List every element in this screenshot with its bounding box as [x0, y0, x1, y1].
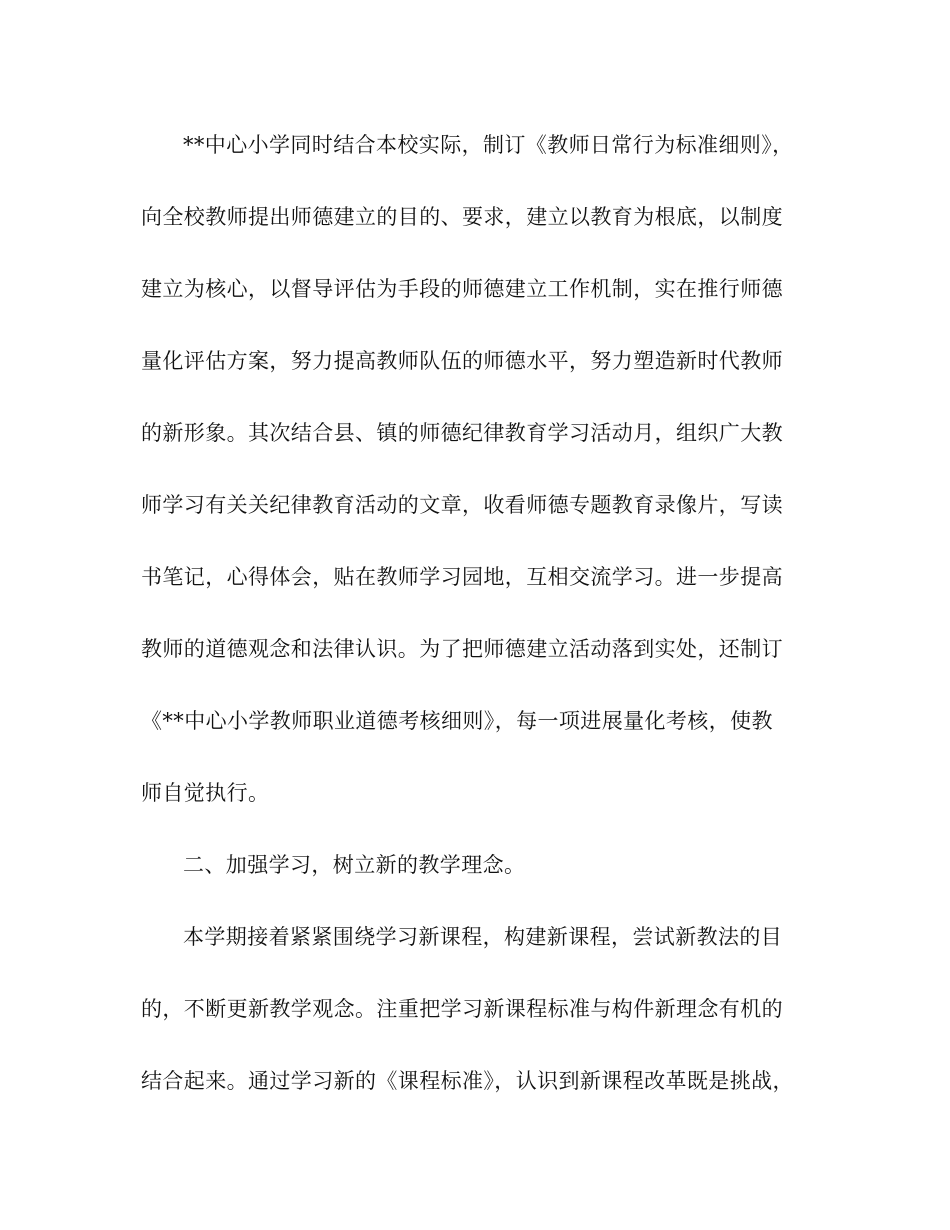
- paragraph-line: 的，不断更新教学观念。注重把学习新课程标准与构件新理念有机的: [141, 997, 783, 1021]
- paragraph-line: 《**中心小学教师职业道德考核细则》，每一项进展量化考核，使教: [141, 709, 773, 733]
- paragraph-line: 师学习有关关纪律教育活动的文章，收看师德专题教育录像片，写读: [141, 493, 783, 517]
- paragraph-line: **中心小学同时结合本校实际，制订《教师日常行为标准细则》，: [183, 133, 794, 157]
- paragraph-line: 的新形象。其次结合县、镇的师德纪律教育学习活动月，组织广大教: [141, 421, 783, 445]
- paragraph-line: 量化评估方案，努力提高教师队伍的师德水平，努力塑造新时代教师: [141, 349, 783, 373]
- paragraph-line: 师自觉执行。: [141, 781, 270, 805]
- section-heading: 二、加强学习，树立新的教学理念。: [183, 853, 526, 877]
- paragraph-line: 书笔记，心得体会，贴在教师学习园地，互相交流学习。进一步提高: [141, 565, 783, 589]
- paragraph-line: 建立为核心，以督导评估为手段的师德建立工作机制，实在推行师德: [141, 277, 783, 301]
- paragraph-line: 结合起来。通过学习新的《课程标准》，认识到新课程改革既是挑战，: [141, 1069, 794, 1093]
- paragraph-line: 教师的道德观念和法律认识。为了把师德建立活动落到实处，还制订: [141, 637, 783, 661]
- paragraph-line: 向全校教师提出师德建立的目的、要求，建立以教育为根底，以制度: [141, 205, 783, 229]
- paragraph-line: 本学期接着紧紧围绕学习新课程，构建新课程，尝试新教法的目: [183, 925, 783, 949]
